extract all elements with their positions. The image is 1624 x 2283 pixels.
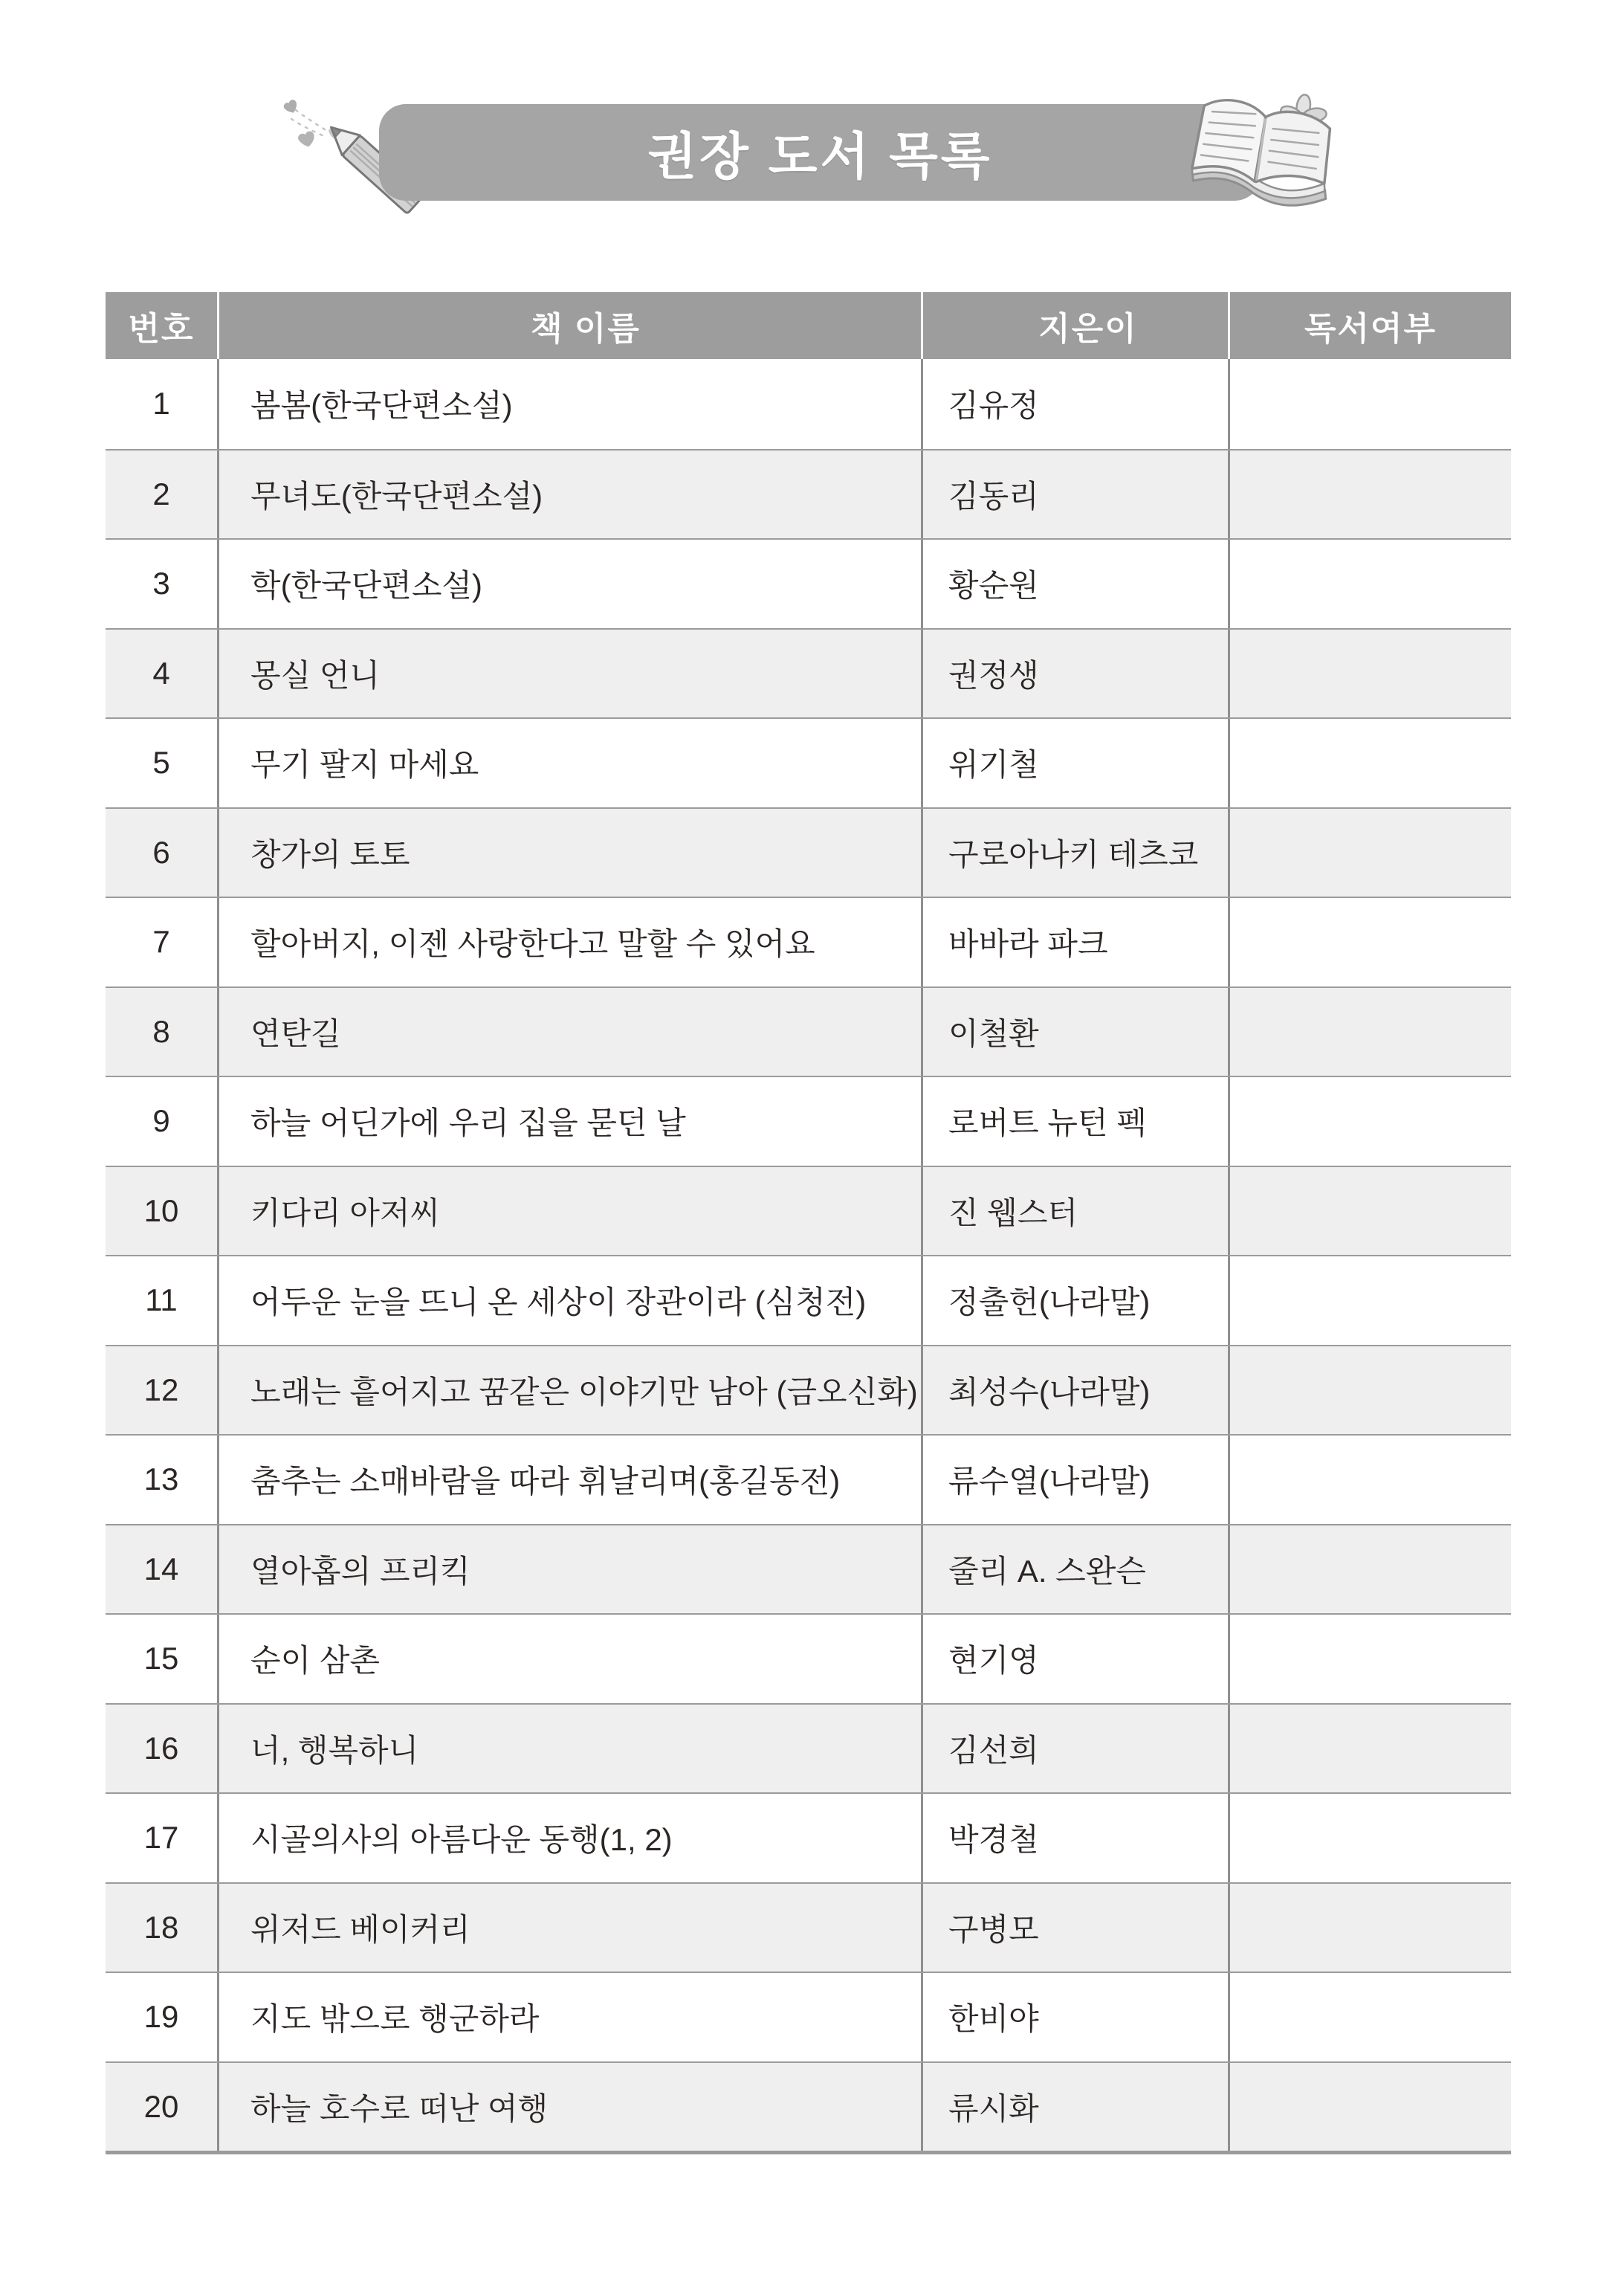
read-status-cell [1230, 630, 1511, 718]
table-row [106, 538, 1511, 628]
book-title-cell: 봄봄(한국단편소설) [219, 359, 923, 449]
row-number-cell: 19 [106, 1973, 219, 2061]
hearts-icon [282, 98, 340, 149]
header-no: 번호 [106, 292, 219, 359]
read-status-cell [1230, 1525, 1511, 1614]
book-title-cell: 몽실 언니 [219, 630, 923, 718]
read-status-cell [1230, 1167, 1511, 1256]
book-author-cell: 바바라 파크 [923, 898, 1230, 986]
read-status-cell [1230, 1256, 1511, 1345]
book-author-cell: 진 웹스터 [923, 1167, 1230, 1256]
table-row [106, 1166, 1511, 1256]
read-status-cell [1230, 1705, 1511, 1793]
table-row [106, 1703, 1511, 1793]
row-number-cell: 13 [106, 1436, 219, 1524]
book-author-cell: 황순원 [923, 540, 1230, 628]
row-number-cell: 9 [106, 1077, 219, 1166]
table-row [106, 807, 1511, 897]
table-row [106, 1345, 1511, 1435]
book-title-cell: 춤추는 소매바람을 따라 휘날리며(홍길동전) [219, 1436, 923, 1524]
read-status-cell [1230, 2063, 1511, 2151]
book-author-cell: 이철환 [923, 988, 1230, 1076]
table-row [106, 1882, 1511, 1972]
row-number-cell: 15 [106, 1615, 219, 1703]
book-title-cell: 하늘 호수로 떠난 여행 [219, 2063, 923, 2151]
book-author-cell: 위기철 [923, 719, 1230, 807]
table-header-row [106, 292, 1511, 359]
table-row [106, 986, 1511, 1076]
table-row [106, 359, 1511, 449]
book-title-cell: 노래는 흩어지고 꿈같은 이야기만 남아 (금오신화) [219, 1346, 923, 1435]
table-row [106, 897, 1511, 986]
read-status-cell [1230, 1615, 1511, 1703]
read-status-cell [1230, 540, 1511, 628]
book-title-cell: 할아버지, 이젠 사랑한다고 말할 수 있어요 [219, 898, 923, 986]
open-book-icon [1183, 85, 1347, 230]
book-author-cell: 구로아나키 테츠코 [923, 809, 1230, 897]
row-number-cell: 5 [106, 719, 219, 807]
header-book: 책 이름 [219, 292, 923, 359]
row-number-cell: 6 [106, 809, 219, 897]
book-author-cell: 한비야 [923, 1973, 1230, 2061]
book-author-cell: 류수열(나라말) [923, 1436, 1230, 1524]
table-row [106, 628, 1511, 718]
book-title-cell: 위저드 베이커리 [219, 1884, 923, 1972]
book-title-cell: 창가의 토토 [219, 809, 923, 897]
row-number-cell: 18 [106, 1884, 219, 1972]
table-row [106, 1524, 1511, 1614]
header-read: 독서여부 [1304, 311, 1437, 347]
row-number-cell: 1 [106, 359, 219, 449]
table-row [106, 2061, 1511, 2151]
book-title-cell: 학(한국단편소설) [219, 540, 923, 628]
title-banner [379, 104, 1261, 201]
table-row [106, 717, 1511, 807]
book-author-cell: 줄리 A. 스완슨 [923, 1525, 1230, 1614]
reading-list-table [106, 292, 1511, 2154]
read-status-cell [1230, 1436, 1511, 1524]
table-body [106, 359, 1511, 2154]
table-row [106, 1255, 1511, 1345]
book-author-cell: 최성수(나라말) [923, 1346, 1230, 1435]
header-author: 지은이 [923, 292, 1230, 359]
row-number-cell: 2 [106, 451, 219, 539]
book-author-cell: 구병모 [923, 1884, 1230, 1972]
page-title: 권장 도서 목록 [647, 128, 993, 185]
table-row [106, 1076, 1511, 1166]
row-number-cell: 14 [106, 1525, 219, 1614]
book-author-cell: 권정생 [923, 630, 1230, 718]
book-author-cell: 김선희 [923, 1705, 1230, 1793]
read-status-cell [1230, 1884, 1511, 1972]
read-status-cell [1230, 988, 1511, 1076]
book-title-cell: 키다리 아저씨 [219, 1167, 923, 1256]
book-title-cell: 열아홉의 프리킥 [219, 1525, 923, 1614]
read-status-cell [1230, 898, 1511, 986]
row-number-cell: 12 [106, 1346, 219, 1435]
read-status-cell [1230, 359, 1511, 449]
row-number-cell: 11 [106, 1256, 219, 1345]
row-number-cell: 10 [106, 1167, 219, 1256]
book-title-cell: 순이 삼촌 [219, 1615, 923, 1703]
read-status-cell [1230, 451, 1511, 539]
book-title-cell: 지도 밖으로 행군하라 [219, 1973, 923, 2061]
read-status-cell [1230, 1794, 1511, 1882]
book-author-cell: 로버트 뉴턴 펙 [923, 1077, 1230, 1166]
book-title-cell: 하늘 어딘가에 우리 집을 묻던 날 [219, 1077, 923, 1166]
table-row [106, 1434, 1511, 1524]
read-status-cell [1230, 809, 1511, 897]
read-status-cell [1230, 719, 1511, 807]
row-number-cell: 17 [106, 1794, 219, 1882]
book-title-cell: 어두운 눈을 뜨니 온 세상이 장관이라 (심청전) [219, 1256, 923, 1345]
table-row [106, 449, 1511, 539]
row-number-cell: 3 [106, 540, 219, 628]
book-title-cell: 너, 행복하니 [219, 1705, 923, 1793]
book-title-cell: 무기 팔지 마세요 [219, 719, 923, 807]
book-author-cell: 정출헌(나라말) [923, 1256, 1230, 1345]
table-row [106, 1792, 1511, 1882]
row-number-cell: 20 [106, 2063, 219, 2151]
row-number-cell: 8 [106, 988, 219, 1076]
table-row [106, 1972, 1511, 2061]
book-author-cell: 현기영 [923, 1615, 1230, 1703]
book-title-cell: 무녀도(한국단편소설) [219, 451, 923, 539]
book-author-cell: 박경철 [923, 1794, 1230, 1882]
table-row [106, 1613, 1511, 1703]
book-author-cell: 류시화 [923, 2063, 1230, 2151]
book-title-cell: 연탄길 [219, 988, 923, 1076]
book-author-cell: 김동리 [923, 451, 1230, 539]
book-author-cell: 김유정 [923, 359, 1230, 449]
read-status-cell [1230, 1973, 1511, 2061]
book-title-cell: 시골의사의 아름다운 동행(1, 2) [219, 1794, 923, 1882]
read-status-cell [1230, 1346, 1511, 1435]
row-number-cell: 4 [106, 630, 219, 718]
read-status-cell [1230, 1077, 1511, 1166]
row-number-cell: 16 [106, 1705, 219, 1793]
row-number-cell: 7 [106, 898, 219, 986]
